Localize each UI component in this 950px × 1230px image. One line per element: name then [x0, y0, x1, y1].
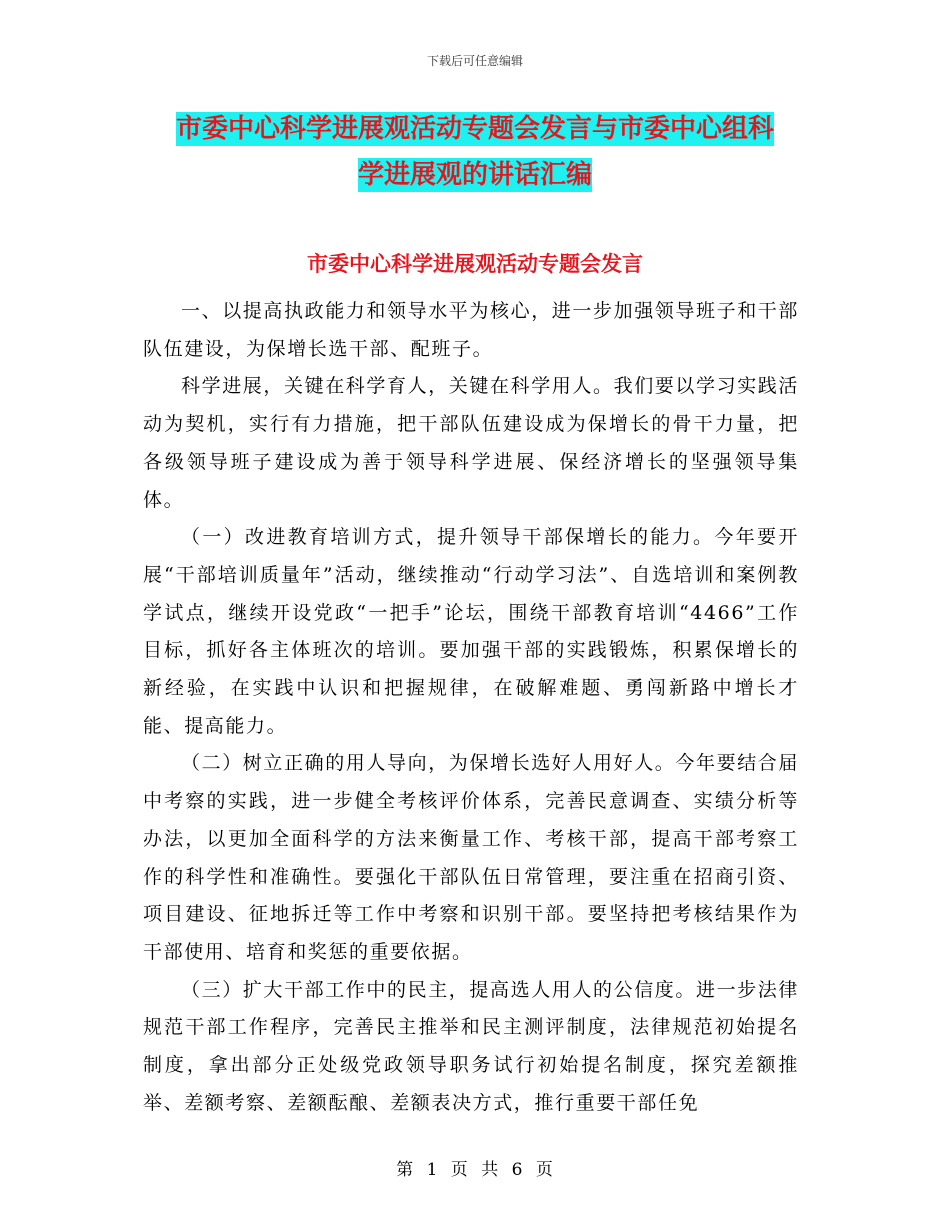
page-label: 第: [396, 1160, 415, 1180]
section-title: 市委中心科学进展观活动专题会发言: [307, 251, 643, 276]
paragraph: （二）树立正确的用人导向，为保增长选好人用好人。今年要结合届中考察的实践，进一步健全考核评价体系，完善民意调查、实绩分析等办法，以更加全面科学的方法来衡量工作、考核干部，提高干部考察工作的科学性和准确性。要强化干部队伍日常管理，要注重在招商引资、项目建设、征地拆迁等工作中考察和识别干部。要坚持把考核结果作为干部使用、培育和奖惩的重要依据。: [143, 752, 800, 963]
document-title: [140, 106, 810, 198]
total-label: 共: [481, 1160, 500, 1180]
total-unit: 页: [535, 1160, 554, 1180]
document-body: [143, 293, 799, 1122]
header-note: 下载后可任意编辑: [426, 54, 523, 68]
page-footer: [0, 1155, 950, 1180]
paragraph: （一）改进教育培训方式，提升领导干部保增长的能力。今年要开展“干部培训质量年”活动，继续推动“行动学习法”、自选培训和案例教学试点，继续开设党政“一把手”论坛，围绕干部教育培训“4466”工作目标，抓好各主体班次的培训。要加强干部的实践锻炼，积累保增长的新经验，在实践中认识和把握规律，在破解难题、勇闯新路中增长才能、提高能力。: [143, 526, 799, 737]
paragraph: （三）扩大干部工作中的民主，提高选人用人的公信度。进一步法律规范干部工作程序，完善民主推举和民主测评制度，法律规范初始提名制度，拿出部分正处级党政领导职务试行初始提名制度，探究差额推举、差额考察、差额酝酿、差额表决方式，推行重要干部任免: [143, 978, 800, 1114]
page-unit: 页: [450, 1160, 469, 1180]
page-total: 6: [511, 1160, 524, 1180]
paragraph: 科学进展，关键在科学育人，关键在科学用人。我们要以学习实践活动为契机，实行有力措施，把干部队伍建设成为保增长的骨干力量，把各级领导班子建设成为善于领导科学进展、保经济增长的坚强领导集体。: [143, 375, 800, 511]
paragraph: 一、以提高执政能力和领导水平为核心，进一步加强领导班子和干部队伍建设，为保增长选干部、配班子。: [143, 300, 800, 360]
page-current: 1: [426, 1160, 439, 1180]
document-title-line2: 学进展观的讲话汇编: [357, 160, 592, 190]
document-title-line1: 市委中心科学进展观活动专题会发言与市委中心组科: [175, 114, 774, 144]
